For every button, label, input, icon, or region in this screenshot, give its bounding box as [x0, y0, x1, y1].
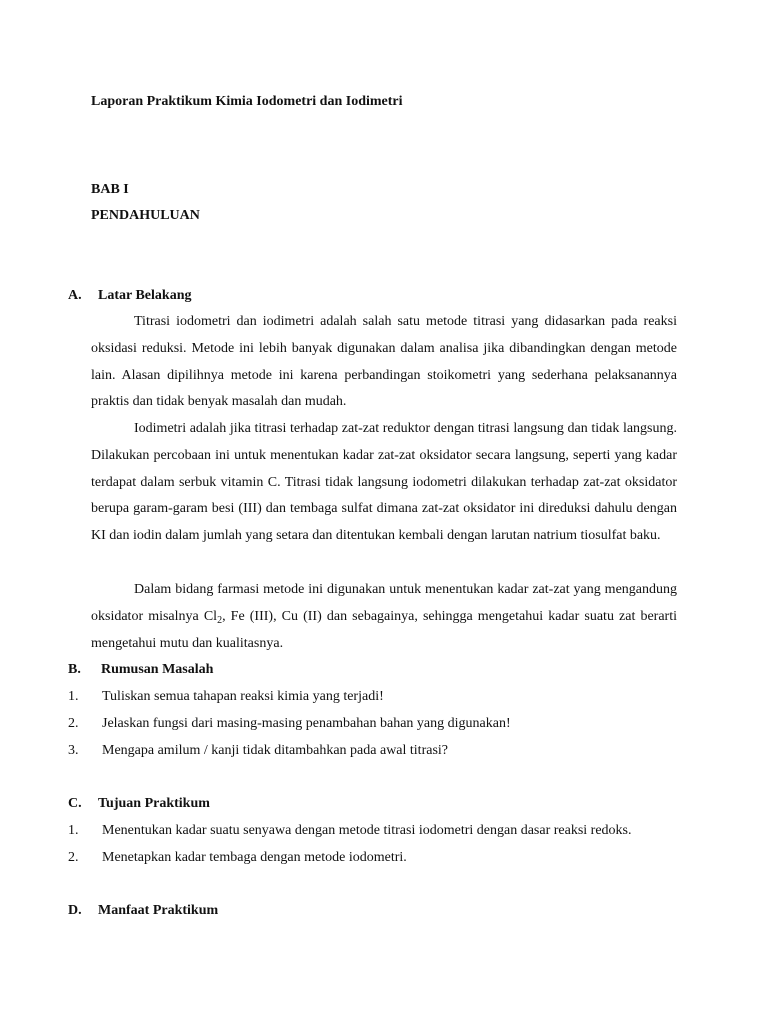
list-item-number: 1.: [68, 689, 79, 704]
section-d-letter: D.: [68, 903, 82, 918]
list-item: Mengapa amilum / kanji tidak ditambahkan pada awal titrasi?: [102, 743, 449, 758]
chapter-title: PENDAHULUAN: [91, 208, 200, 223]
section-a-letter: A.: [68, 288, 82, 303]
paragraph-3-text-start: Dalam bidang farmasi metode ini digunakan untuk menentukan kadar zat-zat yang mengandung oksidator misalnya Cl: [91, 582, 677, 624]
section-d-title: Manfaat Praktikum: [98, 903, 219, 918]
section-b-title: Rumusan Masalah: [101, 662, 214, 677]
list-item-number: 3.: [68, 743, 79, 758]
list-item-number: 1.: [68, 823, 79, 838]
list-item: Menetapkan kadar tembaga dengan metode iodometri.: [102, 850, 407, 865]
list-item-number: 2.: [68, 716, 79, 731]
list-item-number: 2.: [68, 850, 79, 865]
document-title: Laporan Praktikum Kimia Iodometri dan Iodimetri: [91, 94, 403, 109]
list-item: Menentukan kadar suatu senyawa dengan metode titrasi iodometri dengan dasar reaksi redoks.: [102, 823, 632, 838]
paragraph-3-text-end: , Fe (III), Cu (II) dan sebagainya, sehingga mengetahui kadar suatu zat berarti mengetahui mutu dan kualitasnya.: [91, 608, 677, 651]
section-a-paragraph-1: Titrasi iodometri dan iodimetri adalah salah satu metode titrasi yang didasarkan pada reaksi oksidasi reduksi. Metode ini lebih banyak digunakan dalam analisa jika dibandingkan dengan metode lain. Alasan dipilihnya metode ini karena perbandingan stoikometri yang sederhana pelaksanannya praktis dan tidak benyak masalah dan mudah.: [91, 314, 677, 410]
section-a-title: Latar Belakang: [98, 288, 192, 303]
chapter-label: BAB I: [91, 182, 129, 197]
section-b-letter: B.: [68, 662, 81, 677]
section-c-title: Tujuan Praktikum: [98, 796, 210, 811]
chlorine-subscript: 2: [217, 614, 223, 626]
list-item: Jelaskan fungsi dari masing-masing penambahan bahan yang digunakan!: [102, 716, 511, 731]
section-a-paragraph-3: [91, 577, 677, 657]
section-a-paragraph-2: Iodimetri adalah jika titrasi terhadap zat-zat reduktor dengan titrasi langsung dan tidak langsung. Dilakukan percobaan ini untuk menentukan kadar zat-zat oksidator secara langsung, seperti yang kadar terdapat dalam serbuk vitamin C. Titrasi tidak langsung iodometri dilakukan terhadap zat-zat oksidator berupa garam-garam besi (III) dan tembaga sulfat dimana zat-zat oksidator ini direduksi dahulu dengan KI dan iodin dalam jumlah yang setara dan ditentukan kembali dengan larutan natrium tiosulfat baku.: [91, 421, 677, 544]
section-c-letter: C.: [68, 796, 82, 811]
list-item: Tuliskan semua tahapan reaksi kimia yang terjadi!: [102, 689, 384, 704]
